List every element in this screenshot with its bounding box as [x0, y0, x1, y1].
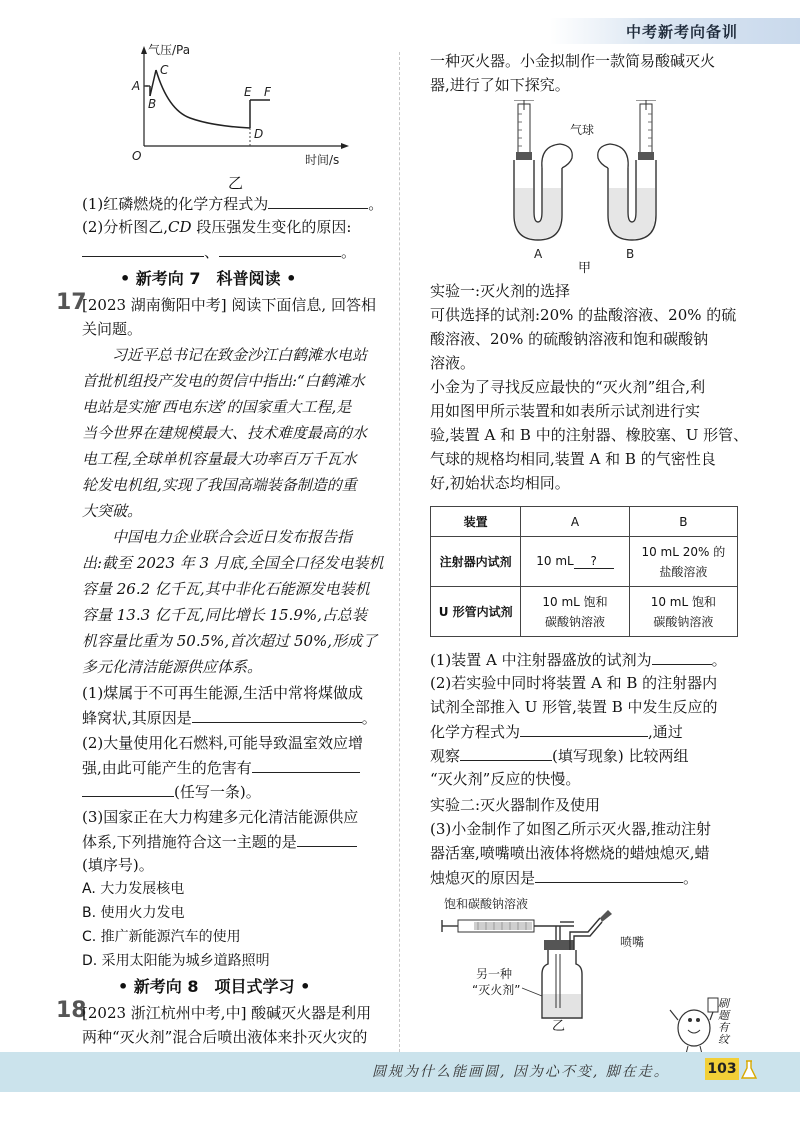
table-blank[interactable]: ? [574, 554, 614, 569]
q18-line-0: [2023 浙江杭州中考,中] 酸碱灭火器是利用 [82, 1004, 372, 1022]
q17-sub2-c: (任写一条)。 [82, 780, 261, 803]
mascot-caption: 刷题有纹 [718, 997, 729, 1046]
q18-line-1: 两种“灭火剂”混合后喷出液体来扑灭火灾的 [82, 1028, 368, 1046]
other-agent-label-2: “灭火剂” [472, 983, 521, 997]
q18-sub2-d: 观察 (填写现象) 比较两组 [430, 744, 689, 767]
u-tube-apparatus [500, 100, 670, 270]
table-header-a: A [521, 507, 629, 537]
q17-line-11: 容量 26.2 亿千瓦,其中非化石能源发电装机 [82, 580, 370, 598]
point-c-label: C [160, 63, 169, 77]
q17-line-13: 机容量比重为 50.5%,首次超过 50%,形成了 [82, 632, 378, 650]
pressure-graph [120, 42, 350, 172]
q18-line-3: 器,进行了如下探究。 [430, 76, 570, 94]
q17-number: 17 [56, 290, 87, 315]
q18-sub3-b: 器活塞,喷嘴喷出液体将燃烧的蜡烛熄灭,蜡 [430, 844, 710, 862]
exp1-line-7: 好,初始状态均相同。 [430, 474, 570, 492]
section-7-title: • 新考向 7 科普阅读 • [120, 269, 297, 288]
q17-sub2-b: 强,由此可能产生的危害有 [82, 756, 360, 779]
q16-blank-2[interactable] [82, 240, 204, 257]
exp1-line-2: 溶液。 [430, 354, 476, 372]
q16-part2: (2)分析图乙,CD 段压强发生变化的原因: [82, 218, 352, 236]
exp1-title: 实验一:灭火剂的选择 [430, 282, 571, 300]
q16-blank-3[interactable] [219, 240, 341, 257]
q18-sub2-b: 试剂全部推入 U 形管,装置 B 中发生反应的 [430, 698, 718, 716]
q18-sub3-a: (3)小金制作了如图乙所示灭火器,推动注射 [430, 820, 712, 838]
q17-sub2-a: (2)大量使用化石燃料,可能导致温室效应增 [82, 734, 364, 752]
q17-line-7: 轮发电机组,实现了我国高端装备制造的重 [82, 476, 357, 494]
q18-blank-1[interactable] [652, 648, 712, 665]
table-row1-label: 注射器内试剂 [431, 537, 521, 587]
q17-blank-1[interactable] [192, 706, 362, 723]
point-b-label: B [148, 97, 157, 111]
exp1-line-1: 酸溶液、20% 的硫酸钠溶液和饱和碳酸钠 [430, 330, 709, 348]
nozzle-label: 喷嘴 [620, 935, 645, 949]
extinguisher-apparatus [438, 896, 678, 1026]
point-e-label: E [244, 85, 252, 99]
reagent-table [430, 506, 738, 637]
section-8-title: • 新考向 8 项目式学习 • [118, 977, 311, 996]
column-divider [399, 52, 400, 1052]
q17-line-6: 电工程,全球单机容量最大功率百万千瓦水 [82, 450, 357, 468]
flask-icon [740, 1060, 758, 1080]
q16-blank-1[interactable] [268, 192, 368, 209]
exp1-line-4: 用如图甲所示装置和如表所示试剂进行实 [430, 402, 701, 420]
q17-line-5: 当今世界在建规模最大、技术难度最高的水 [82, 424, 368, 442]
footer-motto: 圆规为什么能画圆, 因为心不变, 脚在走。 [372, 1064, 670, 1080]
q17-blank-4[interactable] [297, 830, 357, 847]
q17-line-2: 习近平总书记在致金沙江白鹤滩水电站 [112, 346, 368, 364]
q17-line-4: 电站是实施‘西电东送’的国家重大工程,是 [82, 398, 352, 416]
fig-yi2-caption: 乙 [552, 1019, 566, 1034]
exp1-line-5: 验,装置 A 和 B 中的注射器、橡胶塞、U 形管、 [430, 426, 749, 444]
table-row2-label: U 形管内试剂 [431, 587, 521, 637]
table-header-b: B [629, 507, 737, 537]
fig-yi-caption: 乙 [228, 174, 244, 192]
origin-label: O [132, 149, 142, 163]
q17-line-9: 中国电力企业联合会近日发布报告指 [112, 528, 353, 546]
q18-sub2-e: “灭火剂”反应的快慢。 [430, 770, 581, 788]
fig-jia-caption: 甲 [578, 261, 592, 276]
q18-blank-3[interactable] [460, 744, 552, 761]
q18-sub2-c: 化学方程式为 ,通过 [430, 720, 683, 743]
q16-part1: (1)红磷燃烧的化学方程式为 。 [82, 192, 383, 215]
syringe-content-label: 饱和碳酸钠溶液 [444, 897, 529, 911]
q17-option-b: B. 使用火力发电 [82, 905, 185, 921]
q17-sub1-a: (1)煤属于不可再生能源,生活中常将煤做成 [82, 684, 364, 702]
table-header-device: 装置 [431, 507, 521, 537]
q17-sub1-b: 蜂窝状,其原因是 。 [82, 706, 377, 729]
q17-line-12: 容量 13.3 亿千瓦,同比增长 15.9%,占总装 [82, 606, 367, 624]
x-axis-label: 时间/s [305, 153, 340, 167]
exp1-line-3: 小金为了寻找反应最快的“灭火剂”组合,利 [430, 378, 706, 396]
q17-line-10: 出:截至 2023 年 3 月底,全国全口径发电装机 [82, 554, 384, 572]
q17-line-14: 多元化清洁能源供应体系。 [82, 658, 263, 676]
other-agent-label-1: 另一种 [476, 967, 513, 981]
q17-line-0: [2023 湖南衡阳中考] 阅读下面信息, 回答相 [82, 296, 376, 314]
exp1-line-0: 可供选择的试剂:20% 的盐酸溶液、20% 的硫 [430, 306, 737, 324]
q16-part2-answer: 、 。 [82, 240, 356, 263]
q17-line-1: 关问题。 [82, 320, 143, 338]
q17-sub3-a: (3)国家正在大力构建多元化清洁能源供应 [82, 808, 359, 826]
q18-line-2: 一种灭火器。小金拟制作一款简易酸碱灭火 [430, 52, 716, 70]
exp2-title: 实验二:灭火器制作及使用 [430, 796, 601, 814]
table-row2-b: 10 mL 饱和 碳酸钠溶液 [629, 587, 737, 637]
point-f-label: F [264, 85, 271, 99]
balloon-label: 气球 [570, 123, 595, 137]
q18-blank-4[interactable] [535, 866, 683, 883]
page-number: 103 [705, 1058, 739, 1080]
q17-option-c: C. 推广新能源汽车的使用 [82, 929, 241, 945]
table-row1-b: 10 mL 20% 的 盐酸溶液 [629, 537, 737, 587]
q18-sub3-c: 烛熄灭的原因是 。 [430, 866, 698, 889]
apparatus-a-label: A [534, 247, 543, 261]
q18-sub1: (1)装置 A 中注射器盛放的试剂为 。 [430, 648, 727, 671]
apparatus-b-label: B [626, 247, 635, 261]
table-row2-a: 10 mL 饱和 碳酸钠溶液 [521, 587, 629, 637]
point-d-label: D [254, 127, 264, 141]
q18-number: 18 [56, 998, 87, 1023]
q17-option-d: D. 采用太阳能为城乡道路照明 [82, 953, 270, 969]
q17-line-8: 大突破。 [82, 502, 143, 520]
q18-sub2-a: (2)若实验中同时将装置 A 和 B 的注射器内 [430, 674, 718, 692]
y-axis-label: 气压/Pa [148, 43, 191, 57]
q18-blank-2[interactable] [520, 720, 648, 737]
table-row1-a: 10 mL ? [521, 537, 629, 587]
exp1-line-6: 气球的规格均相同,装置 A 和 B 的气密性良 [430, 450, 716, 468]
header-title: 中考新考向备训 [625, 23, 738, 41]
q17-line-3: 首批机组投产发电的贺信中指出:“白鹤滩水 [82, 372, 365, 390]
q17-blank-3[interactable] [82, 780, 174, 797]
q17-blank-2[interactable] [252, 756, 360, 773]
q17-option-a: A. 大力发展核电 [82, 881, 185, 897]
q17-sub3-c: (填序号)。 [82, 856, 154, 874]
point-a-label: A [132, 79, 141, 93]
q17-sub3-b: 体系,下列措施符合这一主题的是 [82, 830, 357, 853]
